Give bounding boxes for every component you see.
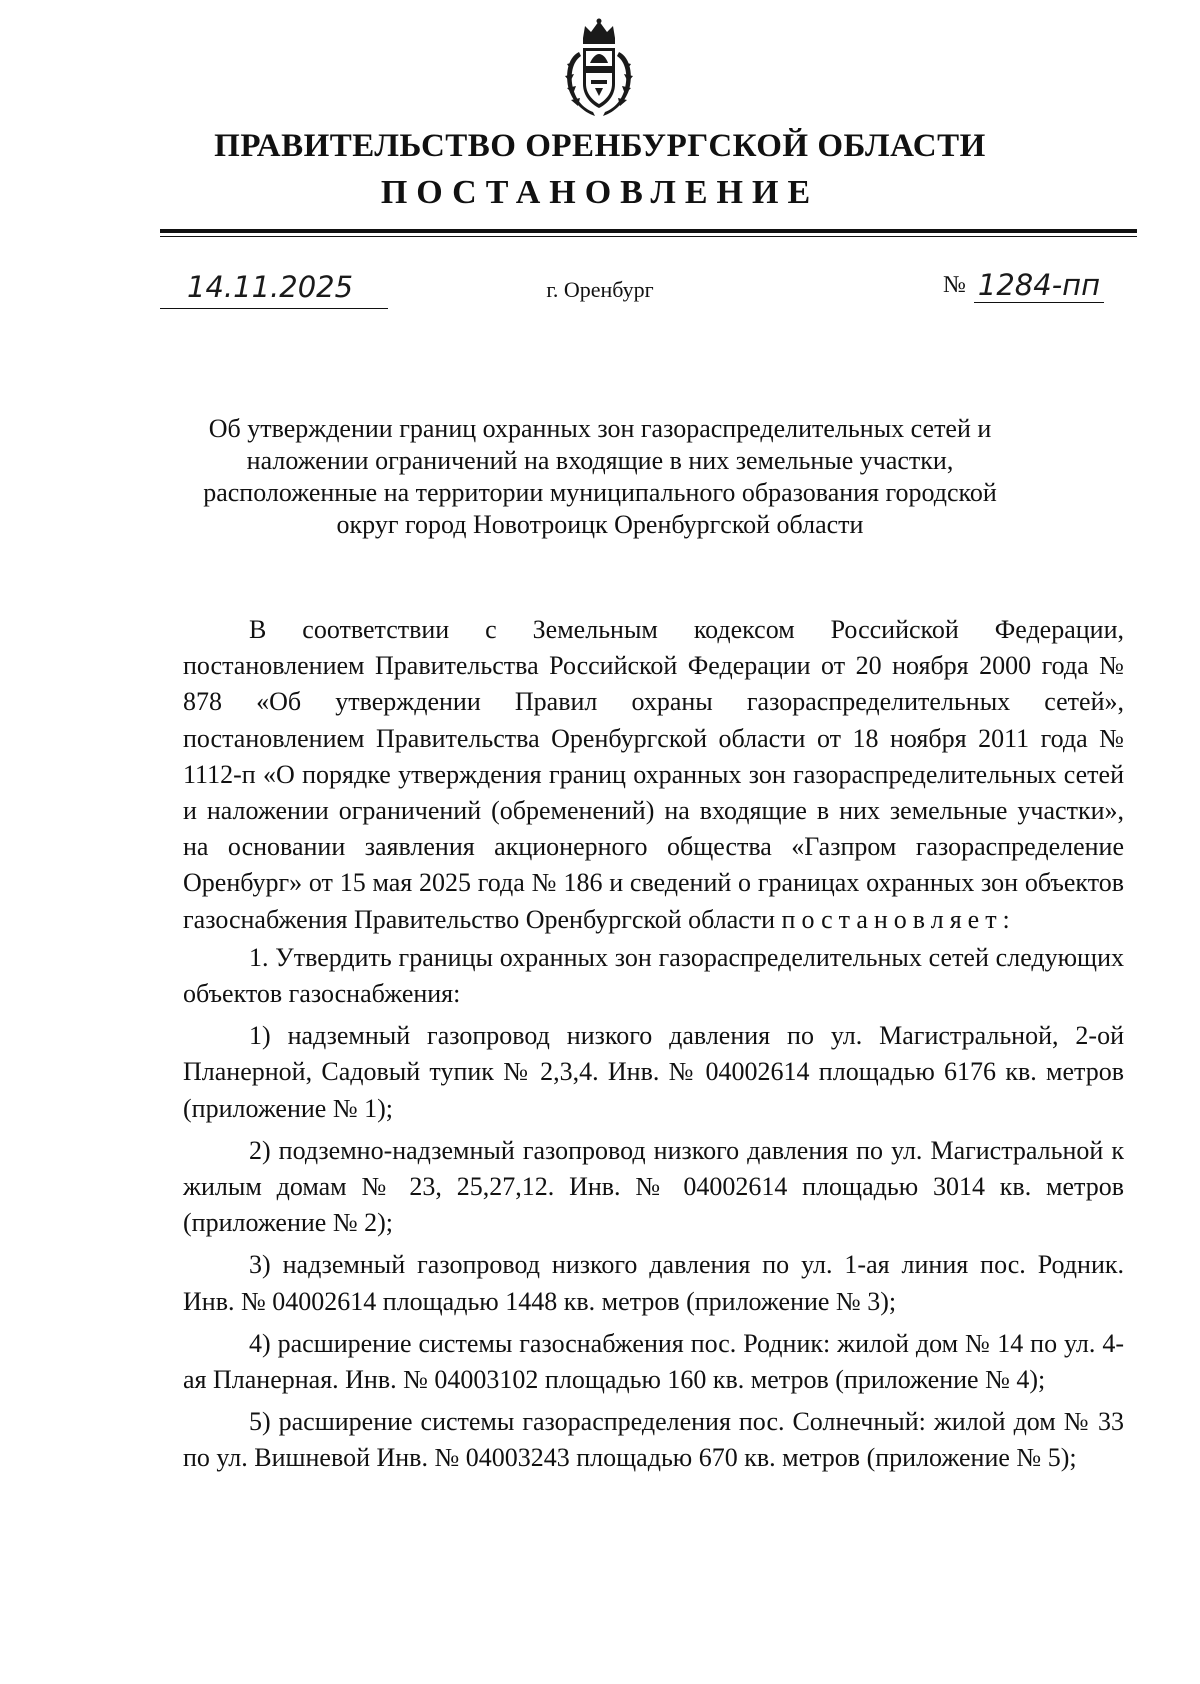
document-number [943, 268, 1104, 303]
orenburg-coat-of-arms-icon [559, 18, 639, 120]
document-body [183, 612, 1124, 1477]
list-item: 3) надземный газопровод низкого давления по ул. 1-ая линия пос. Родник. Инв. № 04002614 площадью 1448 кв. метров (приложение № 3); [183, 1250, 1124, 1316]
list-item: 4) расширение системы газоснабжения пос. Родник: жилой дом № 14 по ул. 4-ая Планерная. Инв. № 04003102 площадью 160 кв. метров (приложение № 4); [183, 1328, 1124, 1395]
handwritten-date: 14.11.2025 [187, 270, 354, 304]
preamble-text: В соответствии с Земельным кодексом Российской Федерации, постановлением Правительства Российской Федерации от 20 ноября 2000 года № 878 «Об утверждении Правил охраны газораспределительных сетей», постановлением Правительства Оренбургской области от 18 ноября 2011 года № 1112-п «О порядке утверждения границ охранных зон газораспределительных сетей и наложении ограничений (обременений) на входящие в них земельные участки», на основании заявления акционерного общества «Газпром газораспределение Оренбург» от 15 мая 2025 года № 186 и сведений о границах охранных зон объектов газоснабжения Правительство Оренбургской области [183, 615, 1124, 934]
list-item: 1) надземный газопровод низкого давления по ул. Магистральной, 2-ой Планерной, Садовый тупик № 2,3,4. Инв. № 04002614 площадью 6176 кв. метров (приложение № 1); [183, 1021, 1124, 1123]
city: г. Оренбург [546, 277, 654, 302]
header-rule-thin [160, 236, 1137, 237]
document-type: ПОСТАНОВЛЕНИЕ [380, 174, 820, 211]
header-rule-thick [160, 229, 1137, 233]
preamble [183, 612, 1124, 938]
list-item: 2) подземно-надземный газопровод низкого давления по ул. Магистральной к жилым домам № 23, 25,27,12. Инв. № 04002614 площадью 3014 кв. метров (приложение № 2); [183, 1135, 1124, 1238]
handwritten-number: 1284-пп [974, 268, 1104, 303]
number-label: № [943, 272, 966, 298]
document-subject: Об утверждении границ охранных зон газораспределительных сетей и наложении ограничений на входящие в них земельные участки, расположенные на территории муниципального образования городской округ город Новотроицк Оренбургской области [203, 414, 997, 539]
point-1: 1. Утвердить границы охранных зон газораспределительных сетей следующих объектов газоснабжения: [183, 942, 1124, 1009]
organization-title: ПРАВИТЕЛЬСТВО ОРЕНБУРГСКОЙ ОБЛАСТИ [214, 128, 986, 164]
resolves-word: постановляет: [781, 904, 1016, 934]
list-item: 5) расширение системы газораспределения пос. Солнечный: жилой дом № 33 по ул. Вишневой Инв. № 04003243 площадью 670 кв. метров (приложение № 5); [183, 1407, 1124, 1473]
